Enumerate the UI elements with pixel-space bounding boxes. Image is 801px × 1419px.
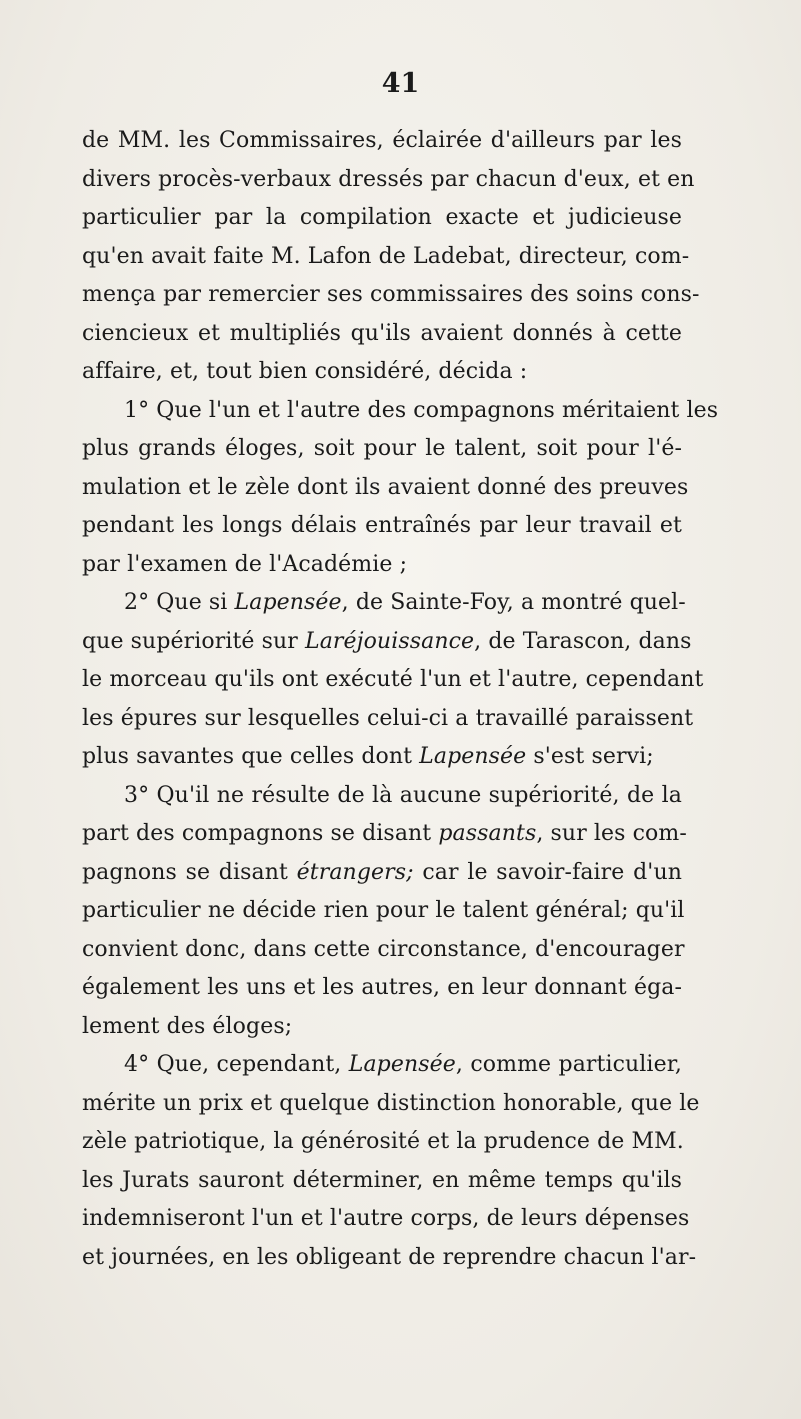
text-line: lement des éloges; [82, 1013, 293, 1039]
text-run: , comme particulier, [455, 1052, 682, 1077]
text-line: qu'en avait faite M. Lafon de Ladebat, directeur, com- [82, 243, 690, 269]
text-line: de MM. les Commissaires, éclairée d'ailleurs par les [82, 128, 682, 153]
text-run: , de Tarascon, dans [474, 628, 692, 654]
text-line: particulier par la compilation exacte et judicieuse [82, 205, 682, 230]
text-line: ciencieux et multipliés qu'ils avaient donnés à cette [82, 320, 682, 346]
text-line [82, 623, 692, 662]
text-line: par l'examen de l'Académie ; [82, 551, 408, 577]
text-line: convient donc, dans cette circonstance, d'encourager [82, 936, 685, 962]
text-run: part des compagnons se disant [82, 821, 439, 846]
text-run: car le savoir-faire d'un [413, 859, 682, 885]
text-line: plus grands éloges, soit pour le talent, soit pour l'é- [82, 436, 682, 461]
text-line: mérite un prix et quelque distinction honorable, que le [82, 1090, 700, 1116]
text-run: s'est servi; [526, 744, 654, 769]
text-line: divers procès-verbaux dressés par chacun d'eux, et en [82, 166, 695, 192]
text-line: et journées, en les obligeant de reprendre chacun l'ar- [82, 1244, 697, 1270]
text-line: le morceau qu'ils ont exécuté l'un et l'autre, cependant [82, 667, 704, 692]
text-line: affaire, et, tout bien considéré, décida : [82, 359, 528, 384]
text-line: les Jurats sauront déterminer, en même temps qu'ils [82, 1167, 682, 1193]
italic-name: Lapensée [348, 1052, 456, 1077]
text-run: pagnons se disant [82, 859, 297, 885]
italic-name: Laréjouissance [305, 628, 475, 654]
text-run: , de Sainte-Foy, a montré quel- [341, 590, 686, 615]
text-line: zèle patriotique, la générosité et la prudence de MM. [82, 1129, 684, 1154]
text-line: pendant les longs délais entraînés par leur travail et [82, 513, 682, 538]
text-line: particulier ne décide rien pour le talent général; qu'il [82, 898, 685, 923]
text-line [82, 854, 682, 893]
text-line [82, 584, 686, 623]
italic-name: Lapensée [419, 744, 527, 769]
text-line: indemniseront l'un et l'autre corps, de leurs dépenses [82, 1206, 690, 1231]
text-line [82, 738, 682, 777]
text-run: , sur les com- [536, 821, 687, 846]
text-run: plus savantes que celles dont [82, 744, 420, 769]
text-run: 4° Que, cependant, [124, 1052, 349, 1077]
text-run: que supériorité sur [82, 628, 305, 654]
body-text [82, 122, 719, 1277]
text-line: 3° Qu'il ne résulte de là aucune supériorité, de la [124, 782, 682, 808]
text-line [82, 1046, 682, 1085]
page-number: 41 [381, 68, 420, 99]
text-line: les épures sur lesquelles celui-ci a travaillé paraissent [82, 705, 694, 731]
text-line: mulation et le zèle dont ils avaient donné des preuves [82, 474, 689, 500]
italic-name: Lapensée [234, 590, 342, 615]
text-line: mença par remercier ses commissaires des soins cons- [82, 282, 700, 307]
text-run: 2° Que si [124, 590, 235, 615]
text-line [82, 815, 687, 854]
text-line: 1° Que l'un et l'autre des compagnons méritaient les [124, 397, 719, 423]
text-line: également les uns et les autres, en leur donnant éga- [82, 975, 682, 1000]
italic-term: passants [438, 821, 537, 846]
italic-term: étrangers; [296, 859, 414, 885]
